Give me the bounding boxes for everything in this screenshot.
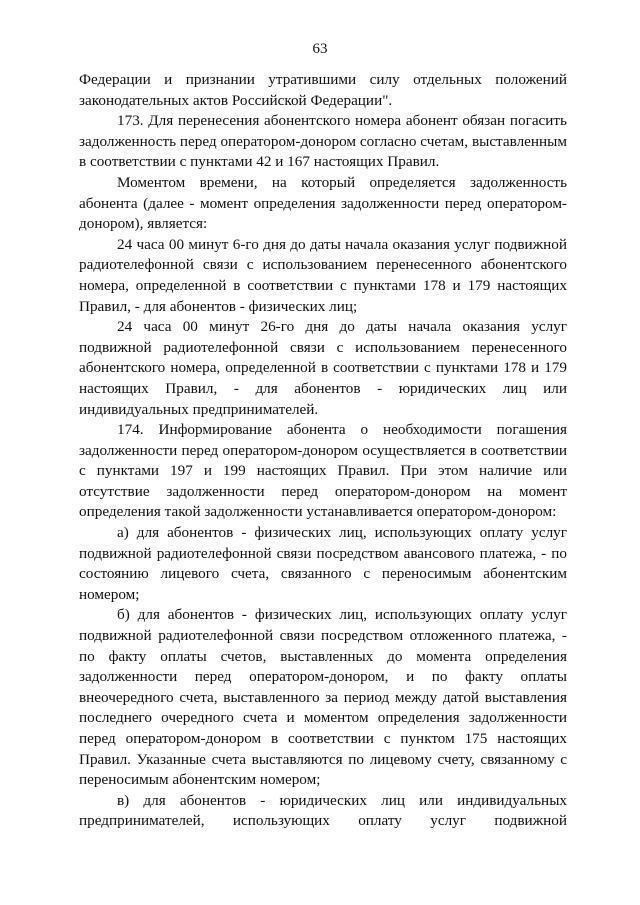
paragraph: Моментом времени, на который определяется задолженность абонента (далее - момент определения задолженности перед оператором-донором), является: bbox=[79, 173, 567, 233]
paragraph: б) для абонентов - физических лиц, использующих оплату услуг подвижной радиотелефонной связи посредством отложенного платежа, - по факту оплаты счетов, выставленных до момента определения задолженности перед оператором-донором, и по факту оплаты внеочередного счета, выставленного за период между датой выставления последнего очередного счета и моментом определения задолженности перед оператором-донором в соответствии с пунктом 175 настоящих Правил. Указанные счета выставляются по лицевому счету, связанному с переносимым абонентским номером; bbox=[79, 606, 567, 789]
page-number: 63 bbox=[312, 41, 328, 57]
paragraph: 24 часа 00 минут 26-го дня до даты начала оказания услуг подвижной радиотелефонной связи с использованием перенесенного абонентского номера, определенной в соответствии с пунктами 178 и 179 настоящих Правил, - для абонентов - юридических лиц или индивидуальных предпринимателей. bbox=[79, 318, 567, 418]
paragraph: 24 часа 00 минут 6-го дня до даты начала оказания услуг подвижной радиотелефонной связи с использованием перенесенного абонентского номера, определенной в соответствии с пунктами 178 и 179 настоящих Правил, - для абонентов - физических лиц; bbox=[79, 235, 567, 315]
document-body bbox=[79, 70, 567, 832]
paragraph: в) для абонентов - юридических лиц или индивидуальных предпринимателей, использующих оплату услуг подвижной bbox=[79, 791, 567, 830]
paragraph: 173. Для перенесения абонентского номера абонент обязан погасить задолженность перед оператором-донором согласно счетам, выставленным в соответствии с пунктами 42 и 167 настоящих Правил. bbox=[79, 112, 567, 171]
paragraph: 174. Информирование абонента о необходимости погашения задолженности перед оператором-донором осуществляется в соответствии с пунктами 197 и 199 настоящих Правил. При этом наличие или отсутствие задолженности перед оператором-донором на момент определения такой задолженности устанавливается оператором-донором: bbox=[79, 421, 567, 521]
paragraph: а) для абонентов - физических лиц, использующих оплату услуг подвижной радиотелефонной связи посредством авансового платежа, - по состоянию лицевого счета, связанного с переносимым абонентским номером; bbox=[79, 524, 567, 603]
paragraph: Федерации и признании утратившими силу отдельных положений законодательных актов Российской Федерации". bbox=[79, 71, 567, 109]
